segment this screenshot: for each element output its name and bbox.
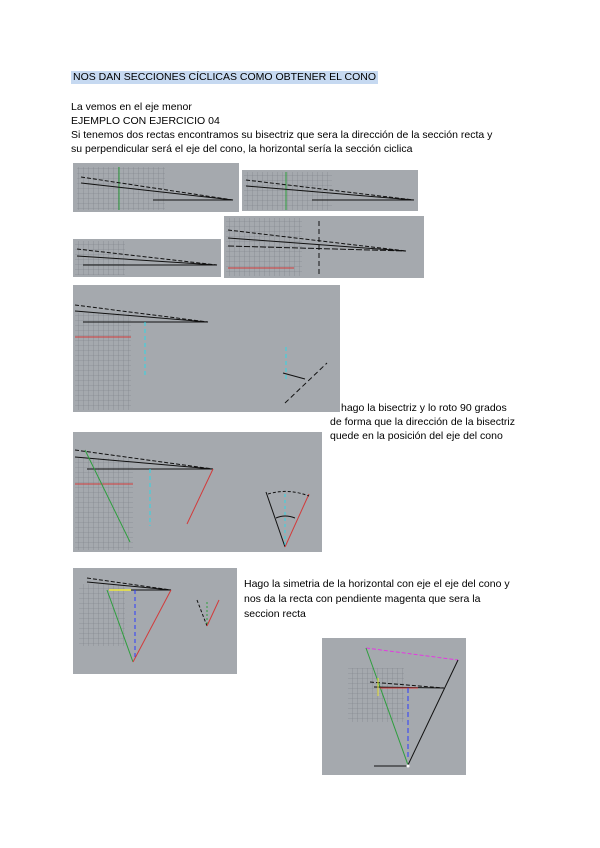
- intro-line-1: La vemos en el eje menor: [71, 101, 192, 113]
- cad-screenshot-1: [73, 163, 239, 212]
- cad-screenshot-2: [242, 170, 418, 211]
- caption-1-line-2: de forma que la dirección de la bisectriz: [330, 416, 516, 428]
- caption-2-line-3: seccion recta: [244, 608, 306, 620]
- caption-1-line-3: quede en la posición del eje del cono: [330, 430, 503, 442]
- cad-screenshot-6: [73, 432, 322, 552]
- cad-screenshot-3: [73, 239, 221, 277]
- cad-screenshot-4: [224, 216, 424, 278]
- cad-screenshot-8: [322, 638, 466, 775]
- intro-line-2: EJEMPLO CON EJERCICIO 04: [71, 115, 220, 127]
- intro-line-3: Si tenemos dos rectas encontramos su bisectriz que sera la dirección de la sección recta y: [71, 129, 493, 141]
- page-title: NOS DAN SECCIONES CÍCLICAS COMO OBTENER EL CONO: [73, 71, 376, 83]
- cad-screenshot-7: [73, 568, 237, 674]
- cad-screenshot-5: [73, 285, 340, 412]
- caption-1-line-1: hago la bisectriz y lo roto 90 grados: [341, 402, 507, 414]
- caption-2-line-1: Hago la simetria de la horizontal con eje el eje del cono y: [244, 578, 510, 590]
- caption-2-line-2: nos da la recta con pendiente magenta que sera la: [244, 593, 481, 605]
- intro-line-4: su perpendicular será el eje del cono, la horizontal sería la sección ciclica: [71, 143, 413, 155]
